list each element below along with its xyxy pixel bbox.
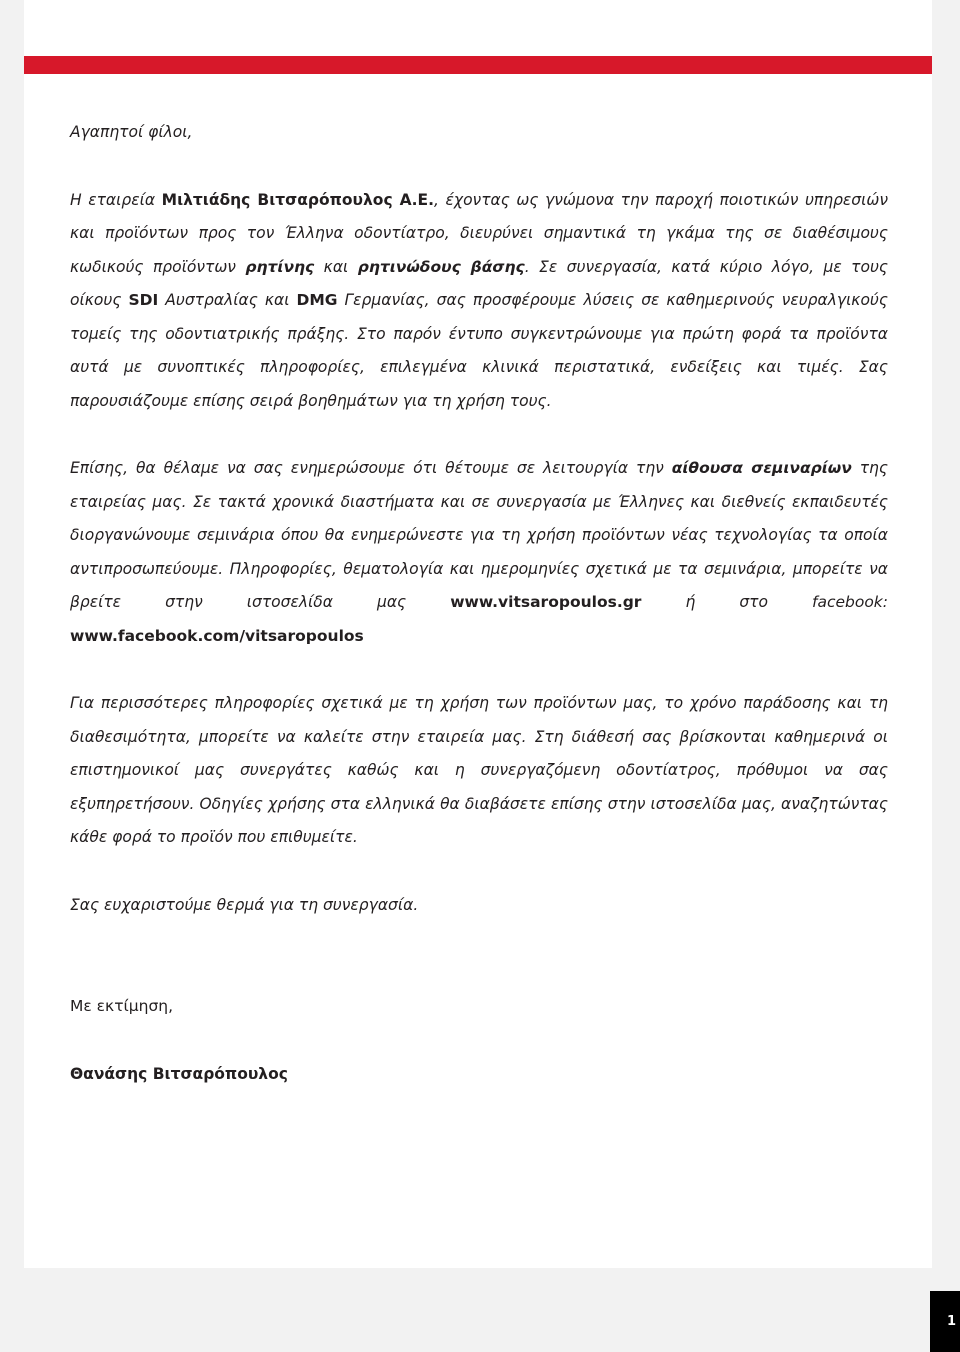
paragraph-intro: Η εταιρεία Μιλτιάδης Βιτσαρόπουλος Α.Ε., έχοντας ως γνώμονα την παροχή ποιοτικών υπηρεσιών και προϊόντων προς τον Έλληνα οδοντίατρο, διευρύνει σημαντικά τη γκάμα της σε διαθέσιμους κωδικούς προϊόντων ρητίνης και ρητινώδους βάσης. Σε συνεργασία, κατά κύριο λόγο, με τους οίκους SDI Αυστραλίας και DMG Γερμανίας, σας προσφέρουμε λύσεις σε καθημερινούς νευραλγικούς τομείς της οδοντιατρικής πράξης. Στο παρόν έντυπο συγκεντρώνουμε για πρώτη φορά τα προϊόντα αυτά με συνοπτικές πληροφορίες, επιλεγμένα κλινικά περιστατικά, ενδείξεις και τιμές. Σας παρουσιάζουμε επίσης σειρά βοηθημάτων για τη χρήση τους. (70, 190, 889, 410)
header-accent-bar (24, 56, 932, 74)
paragraph-thanks: Σας ευχαριστούμε θερμά για τη συνεργασία. (70, 895, 419, 914)
website-link[interactable]: www.vitsaropoulos.gr (450, 593, 642, 611)
page-number: 1 (930, 1291, 960, 1352)
signature: Θανάσης Βιτσαρόπουλος (70, 1064, 288, 1083)
company-name: Μιλτιάδης Βιτσαρόπουλος Α.Ε. (161, 190, 435, 209)
paragraph-info: Για περισσότερες πληροφορίες σχετικά με τη χρήση των προϊόντων μας, το χρόνο παράδοσης και τη διαθεσιμότητα, μπορείτε να καλείτε στην εταιρεία μας. Στη διάθεσή σας βρίσκονται καθημερινά οι επιστημονικοί μας συνεργάτες καθώς και η συνεργαζόμενη οδοντίατρος, πρόθυμοι να σας εξυπηρετήσουν. Οδηγίες χρήσης στα ελληνικά θα διαβάσετε επίσης στην ιστοσελίδα μας, αναζητώντας κάθε φορά το προϊόν που επιθυμείτε. (70, 694, 888, 846)
facebook-link[interactable]: www.facebook.com/vitsaropoulos (70, 626, 364, 645)
letter-body (70, 116, 888, 1091)
greeting: Αγαπητοί φίλοι, (70, 123, 193, 141)
paragraph-seminars: Επίσης, θα θέλαμε να σας ενημερώσουμε ότι θέτουμε σε λειτουργία την αίθουσα σεμιναρίων της εταιρείας μας. Σε τακτά χρονικά διαστήματα και σε συνεργασία με Έλληνες και διεθνείς εκπαιδευτές διοργανώνουμε σεμινάρια όπου θα ενημερώνεστε για τη χρήση προϊόντων νέας τεχνολογίας τα οποία αντιπροσωπεύουμε. Πληροφορίες, θεματολογία και ημερομηνίες σχετικά με τα σεμινάρια, μπορείτε να βρείτε στην ιστοσελίδα μας www.vitsaropoulos.gr ή στο facebook: www.facebook.com/vitsaropoulos (70, 459, 889, 645)
closing: Με εκτίμηση, (70, 997, 174, 1015)
